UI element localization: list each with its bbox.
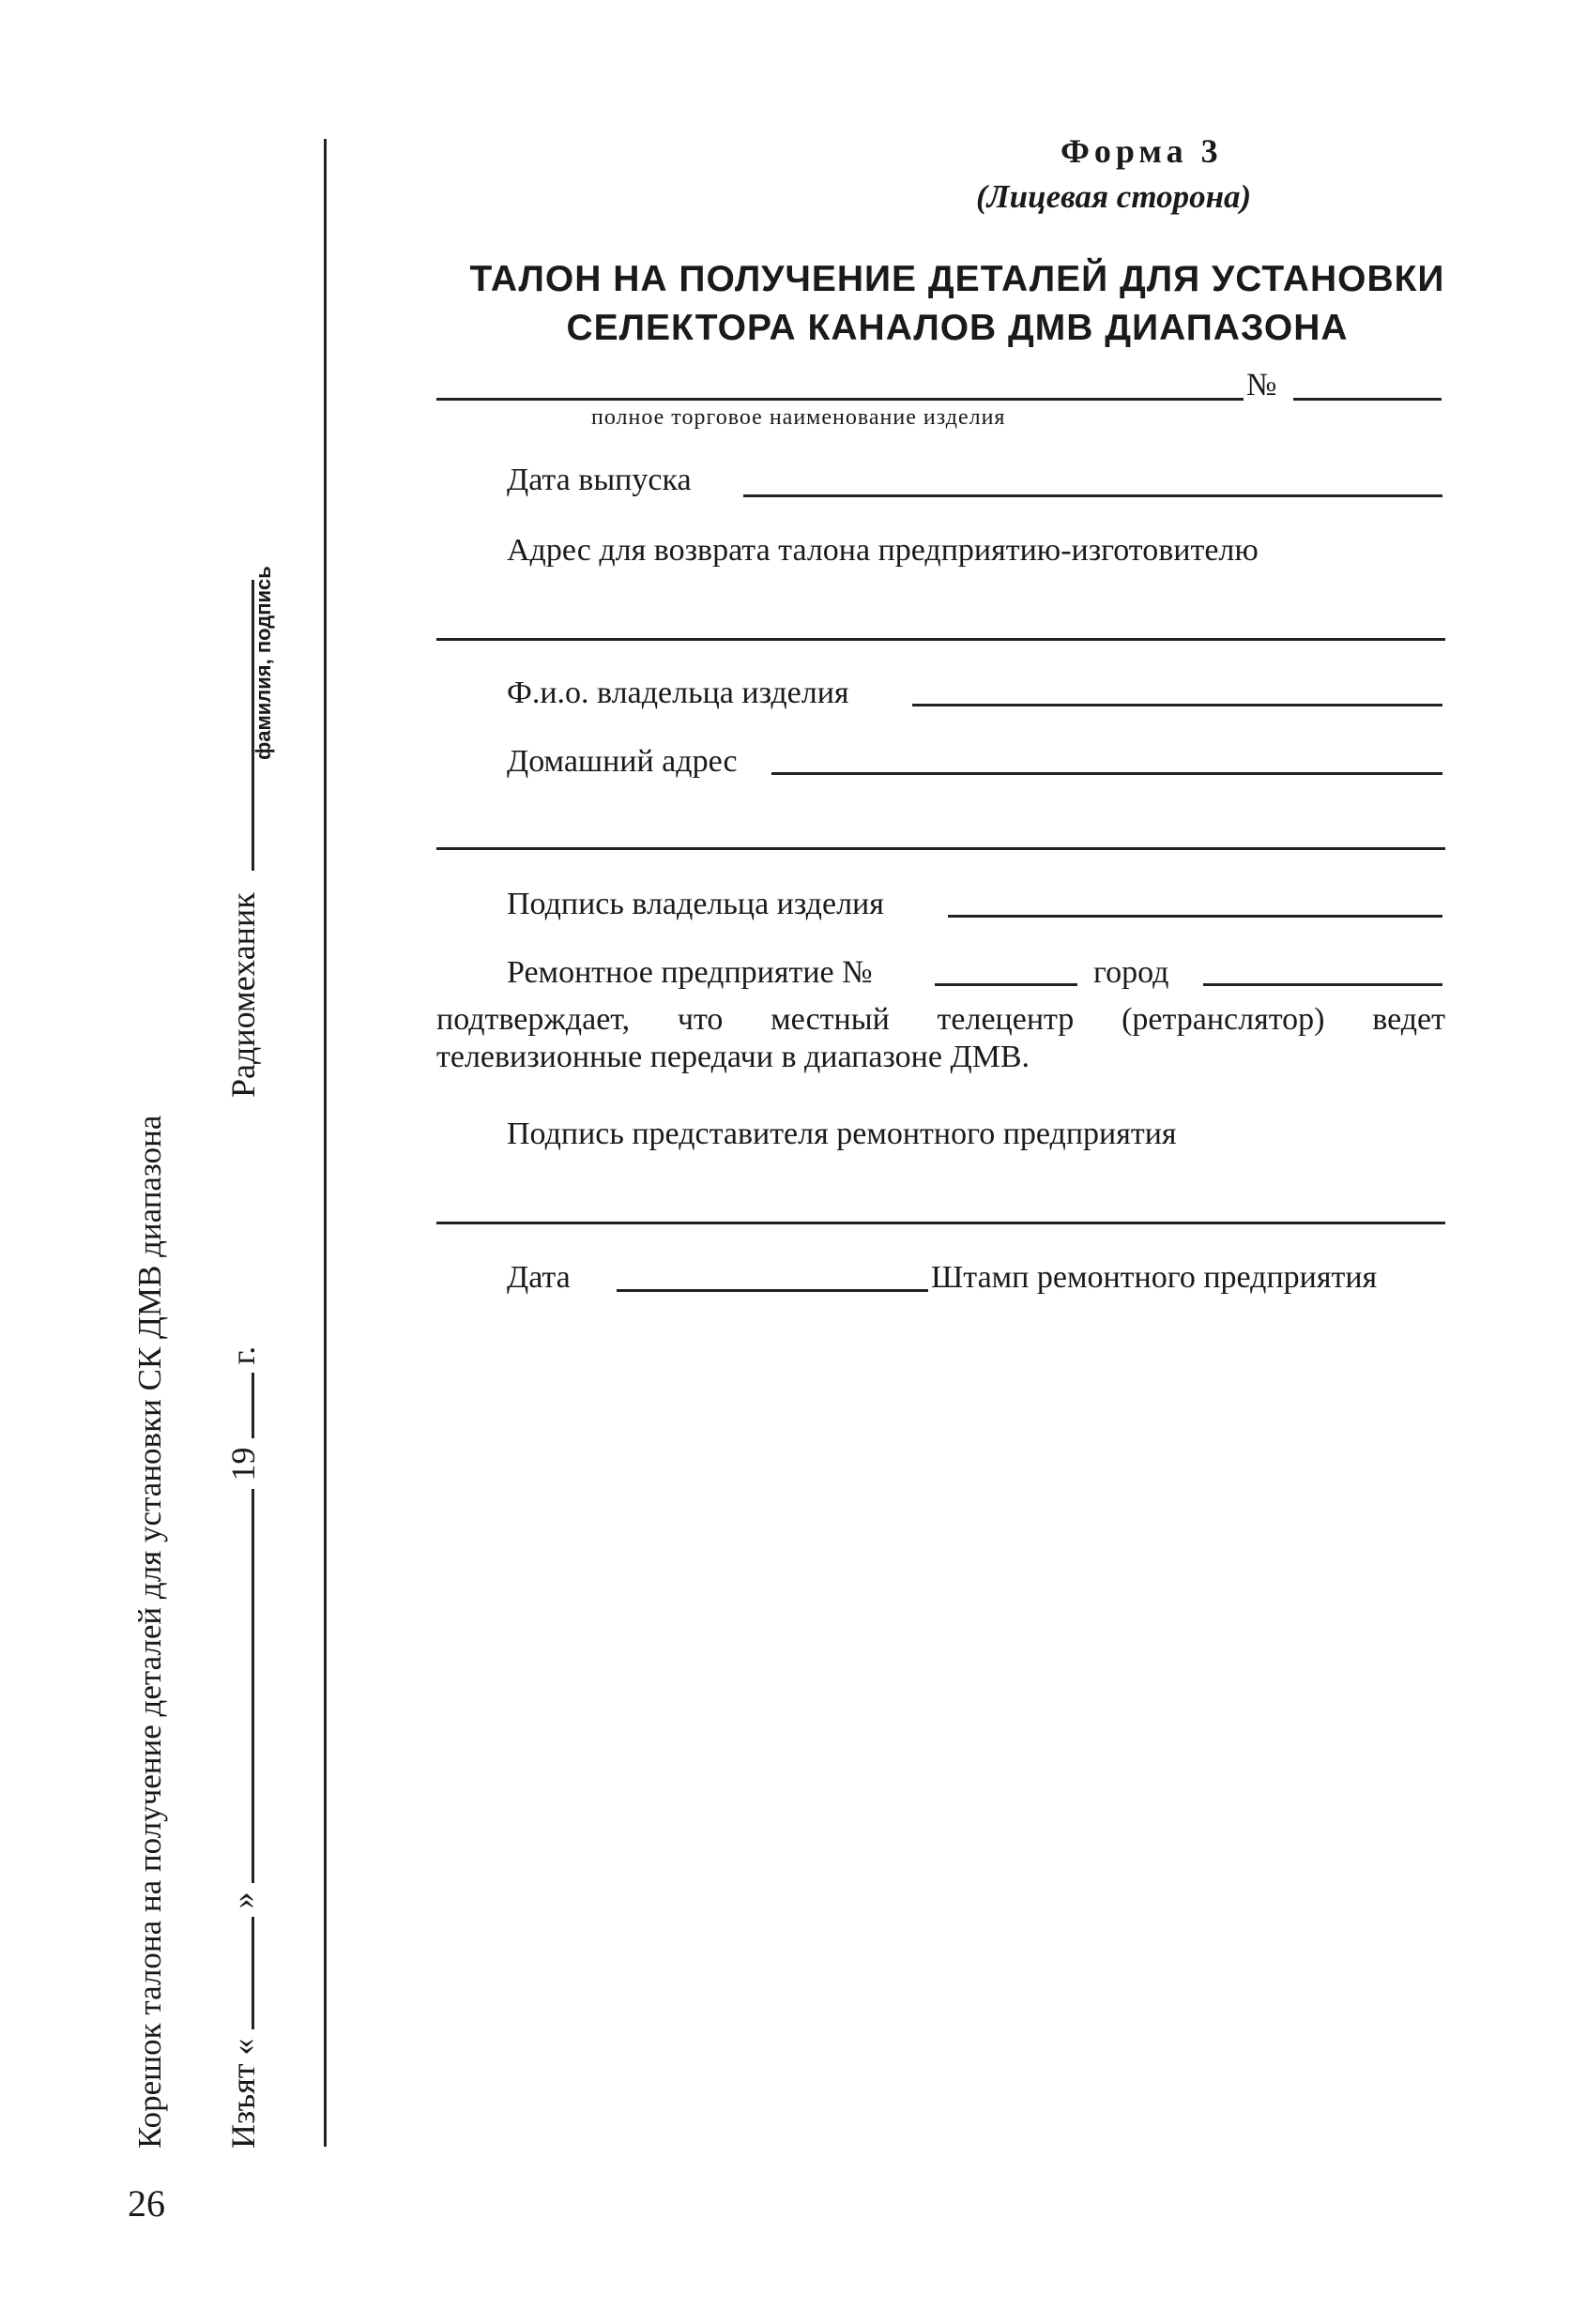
repair-enterprise-number-line[interactable] bbox=[935, 983, 1077, 986]
stub-removed-row bbox=[223, 1346, 263, 2149]
home-address-label: Домашний адрес bbox=[507, 744, 738, 779]
title-line-1: ТАЛОН НА ПОЛУЧЕНИЕ ДЕТАЛЕЙ ДЛЯ УСТАНОВКИ bbox=[469, 259, 1445, 299]
home-address-line-1[interactable] bbox=[771, 772, 1442, 775]
stub-year-prefix: 19 bbox=[224, 1447, 262, 1481]
confirmation-text: подтверждает, что местный телецентр (ретранслятор) ведет телевизионные передачи в диапазоне ДМВ. bbox=[436, 1002, 1445, 1074]
stub-year-line[interactable] bbox=[227, 1373, 254, 1438]
date-line[interactable] bbox=[617, 1289, 928, 1292]
owner-name-label: Ф.и.о. владельца изделия bbox=[507, 676, 849, 710]
stub-divider-line bbox=[324, 139, 327, 2147]
date-label: Дата bbox=[507, 1260, 571, 1295]
number-sign: № bbox=[1246, 368, 1277, 403]
serial-number-line[interactable] bbox=[1293, 398, 1442, 401]
stub-removed-label: Изъят « bbox=[224, 2038, 262, 2149]
repair-enterprise-label: Ремонтное предприятие № bbox=[507, 955, 873, 990]
form-number: Форма 3 bbox=[1061, 132, 1223, 170]
product-name-line[interactable] bbox=[436, 398, 1244, 401]
city-label: город bbox=[1093, 955, 1169, 990]
return-address-line[interactable] bbox=[436, 638, 1445, 641]
stub-day-line[interactable] bbox=[227, 1917, 254, 2029]
release-date-line[interactable] bbox=[743, 494, 1442, 497]
stub-mechanic-label: Радиомеханик bbox=[224, 892, 262, 1098]
owner-signature-label: Подпись владельца изделия bbox=[507, 887, 884, 921]
release-date-label: Дата выпуска bbox=[507, 463, 692, 497]
stub-mechanic-caption: фамилия, подпись bbox=[252, 566, 275, 760]
stub-title: Корешок талона на получение деталей для установки СК ДМВ диапазона bbox=[131, 1115, 168, 2149]
repr-signature-label: Подпись представителя ремонтного предприятия bbox=[507, 1116, 1177, 1151]
return-address-label: Адрес для возврата талона предприятию-изготовителю bbox=[507, 533, 1259, 568]
stub-removed-quote-close: » bbox=[224, 1891, 262, 1909]
document-title bbox=[469, 255, 1445, 353]
stub-month-line[interactable] bbox=[227, 1489, 254, 1883]
city-line[interactable] bbox=[1203, 983, 1442, 986]
owner-name-line[interactable] bbox=[912, 704, 1442, 706]
home-address-line-2[interactable] bbox=[436, 847, 1445, 850]
stub-year-suffix: г. bbox=[224, 1345, 262, 1365]
title-line-2: СЕЛЕКТОРА КАНАЛОВ ДМВ ДИАПАЗОНА bbox=[566, 308, 1349, 348]
page-number: 26 bbox=[128, 2182, 165, 2225]
product-name-caption: полное торговое наименование изделия bbox=[591, 405, 1006, 430]
repr-signature-line[interactable] bbox=[436, 1222, 1445, 1224]
stamp-label: Штамп ремонтного предприятия bbox=[931, 1260, 1378, 1295]
owner-signature-line[interactable] bbox=[948, 915, 1442, 918]
form-side-label: (Лицевая сторона) bbox=[976, 178, 1252, 215]
stub-mechanic-line[interactable] bbox=[227, 580, 254, 871]
